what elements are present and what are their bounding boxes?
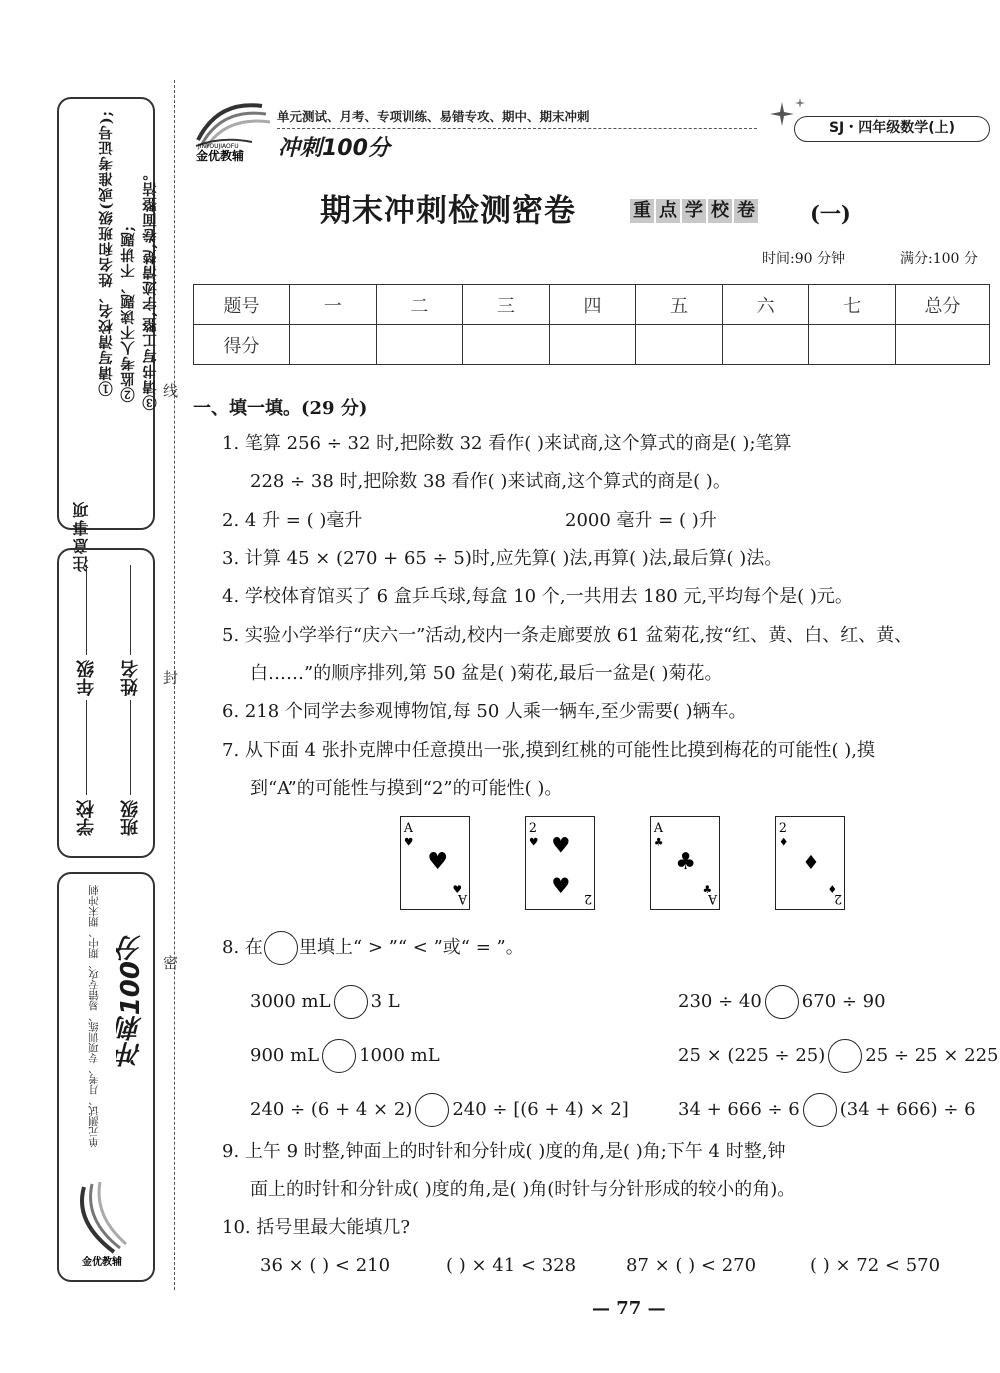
score-input-cell[interactable] [896,325,990,365]
diamond-icon: ♦ [802,850,820,874]
table-cell: 四 [549,285,636,325]
card-rank: A [457,892,468,908]
question-5-line-1: 5. 实验小学举行“庆六一”活动,校内一条走廊要放 61 盆菊花,按“红、黄、白、红、黄、 [222,625,913,646]
compare-left: 34 + 666 ÷ 6 [678,1099,800,1120]
question-8 [222,931,524,965]
table-cell: 七 [809,285,896,325]
table-cell: 总分 [896,285,990,325]
grade-label: 年级 [76,660,97,696]
score-input-cell[interactable] [290,325,377,365]
playing-card-heart-ace [400,816,470,910]
question-10-item-1: 36 × ( ) < 210 [260,1255,391,1276]
page-number: — 77 — [592,1298,666,1319]
full-score: 满分:100 分 [900,251,978,267]
question-10-item-3: 87 × ( ) < 270 [626,1255,757,1276]
club-icon: ♣ [702,883,713,897]
compare-item-2 [678,985,886,1019]
score-input-cell[interactable] [809,325,896,365]
table-cell: 二 [376,285,463,325]
compare-left: 230 ÷ 40 [678,991,762,1012]
logo-text: 金优教辅 [82,1257,122,1268]
question-2-part-1: 2. 4 升 = ( )毫升 [222,510,363,531]
question-3: 3. 计算 45 × (270 + 65 ÷ 5)时,应先算( )法,再算( )法,最后算( )法。 [222,548,783,569]
badge-char: 卷 [734,199,758,223]
notice-title: 注意事项 [72,500,91,572]
section-title: 一、填一填。(29 分) [193,398,368,419]
cut-word-line: 线 [161,383,179,398]
score-table [193,284,990,365]
header-brand: 冲刺100分 [278,136,390,161]
compare-circle[interactable] [765,985,799,1019]
compare-left: 3000 mL [250,991,331,1012]
question-9-line-2: 面上的时针和分针成( )度的角,是( )角(时针与分针形成的较小的角)。 [250,1179,796,1200]
title-number: (一) [810,201,851,226]
card-rank: A [653,819,664,835]
class-label: 班级 [120,800,141,836]
card-rank: 2 [584,892,593,908]
compare-left: 240 ÷ (6 + 4 × 2) [250,1099,413,1120]
question-10-item-2: ( ) × 41 < 328 [446,1255,577,1276]
notice-line-3: ③请书写工整,字迹清楚,卷面整洁。 [142,165,159,410]
table-row [194,285,990,325]
header-divider [277,128,757,129]
playing-card-club-ace [650,816,720,910]
compare-circle[interactable] [415,1093,449,1127]
book-logo-icon [62,1170,147,1270]
table-cell: 五 [636,285,723,325]
table-cell: 六 [722,285,809,325]
question-4: 4. 学校体育馆买了 6 盒乒乓球,每盒 10 个,一共用去 180 元,平均每个是( )元。 [222,586,853,607]
compare-item-4 [678,1039,998,1073]
card-rank: 2 [778,819,787,835]
brand-tagline: 单元测试、月考、专项训练、易错专攻、期中、期末冲刺 [88,885,100,1148]
question-5-line-2: 白……”的顺序排列,第 50 盆是( )菊花,最后一盆是( )菊花。 [250,663,723,684]
page-title: 期末冲刺检测密卷 [320,193,576,229]
compare-item-5 [250,1093,629,1127]
compare-circle[interactable] [828,1039,862,1073]
table-row [194,325,990,365]
heart-icon: ♥ [427,847,449,875]
card-rank: 2 [528,819,537,835]
heart-icon: ♥ [403,835,414,849]
card-rank: 2 [834,892,843,908]
cut-word-secret: 密 [161,955,179,970]
book-logo-icon [192,96,278,162]
logo-text: 金优教辅 [196,149,245,162]
school-badge [630,199,758,223]
heart-icon: ♥ [528,835,539,849]
badge-char: 重 [630,199,654,223]
compare-right: 670 ÷ 90 [801,991,886,1012]
score-input-cell[interactable] [376,325,463,365]
question-2-part-2: 2000 毫升 = ( )升 [565,510,717,531]
header-tagline: 单元测试、月考、专项训练、易错专攻、期中、期末冲刺 [277,109,590,124]
heart-icon: ♥ [551,874,571,900]
score-input-cell[interactable] [463,325,550,365]
compare-right: 240 ÷ [(6 + 4) × 2] [452,1099,629,1120]
compare-circle[interactable] [334,985,368,1019]
grade-field[interactable] [86,565,87,655]
question-6: 6. 218 个同学去参观博物馆,每 50 人乘一辆车,至少需要( )辆车。 [222,701,747,722]
card-rank: A [707,892,718,908]
brand-slogan: 冲刺100分 [116,935,146,1068]
compare-left: 25 × (225 ÷ 25) [678,1045,826,1066]
table-cell: 得分 [194,325,290,365]
grade-badge: SJ・四年级数学(上) [794,116,990,142]
question-7-line-2: 到“A”的可能性与摸到“2”的可能性( )。 [250,778,563,799]
score-input-cell[interactable] [722,325,809,365]
playing-card-diamond-two [775,816,845,910]
table-cell: 一 [290,285,377,325]
question-9-line-1: 9. 上午 9 时整,钟面上的时针和分针成( )度的角,是( )角;下午 4 时整,钟 [222,1141,786,1162]
table-cell: 三 [463,285,550,325]
compare-item-6 [678,1093,976,1127]
compare-item-1 [250,985,400,1019]
compare-circle[interactable] [322,1039,356,1073]
compare-right: 1000 mL [359,1045,440,1066]
diamond-icon: ♦ [778,835,789,849]
compare-right: 3 L [370,991,400,1012]
playing-card-heart-two [525,816,595,910]
compare-left: 900 mL [250,1045,320,1066]
compare-right: 25 ÷ 25 × 225 [865,1045,999,1066]
compare-right: (34 + 666) ÷ 6 [839,1099,976,1120]
score-input-cell[interactable] [636,325,723,365]
cut-line [174,80,175,1290]
question-1-line-1: 1. 笔算 256 ÷ 32 时,把除数 32 看作( )来试商,这个算式的商是( );笔算 [222,433,792,454]
class-field[interactable] [130,700,131,795]
diamond-icon: ♦ [827,883,838,897]
binding-margin [0,0,180,1373]
question-8-suffix: 里填上“ > ”“ < ”或“ = ”。 [298,937,524,958]
cut-word-seal: 封 [161,670,179,685]
question-7-line-1: 7. 从下面 4 张扑克牌中任意摸出一张,摸到红桃的可能性比摸到梅花的可能性( ),摸 [222,740,875,761]
question-1-line-2: 228 ÷ 38 时,把除数 38 看作( )来试商,这个算式的商是( )。 [250,471,731,492]
card-rank: A [403,819,414,835]
badge-char: 学 [682,199,706,223]
compare-circle[interactable] [803,1093,837,1127]
name-field[interactable] [130,565,131,655]
name-label: 姓名 [120,660,141,696]
school-label: 学校 [76,800,97,836]
table-cell: 题号 [194,285,290,325]
badge-char: 校 [708,199,732,223]
logo-pinyin: JINYOUJIAOFU [198,143,239,150]
club-icon: ♣ [653,835,664,849]
time-limit: 时间:90 分钟 [762,251,845,267]
notice-line-2: ②监考人不读题、不讲题; [120,225,137,402]
circle-blank [264,931,298,965]
heart-icon: ♥ [551,833,571,859]
badge-char: 点 [656,199,680,223]
score-input-cell[interactable] [549,325,636,365]
heart-icon: ♥ [452,883,463,897]
notice-line-1: ①请写清校名、姓名和班级(或准考证号); [98,110,115,396]
club-icon: ♣ [675,847,697,875]
question-10: 10. 括号里最大能填几? [222,1217,410,1238]
question-10-item-4: ( ) × 72 < 570 [810,1255,941,1276]
question-8-prefix: 8. 在 [222,937,263,958]
school-field[interactable] [86,700,87,795]
compare-item-3 [250,1039,440,1073]
